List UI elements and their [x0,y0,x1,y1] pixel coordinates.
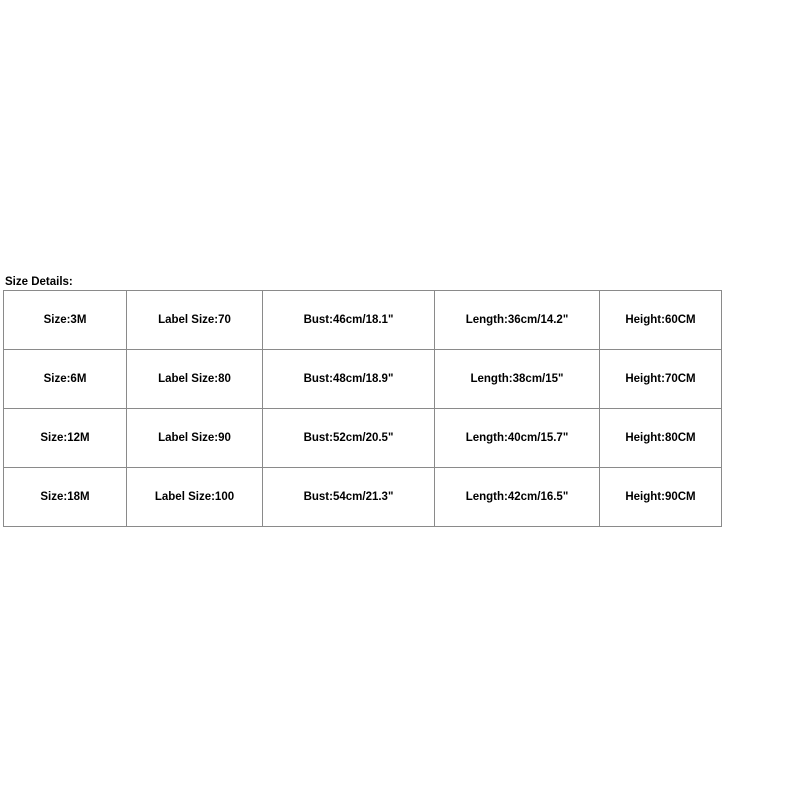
bust-cell: Bust:54cm/21.3" [263,468,435,527]
bust-cell: Bust:52cm/20.5" [263,409,435,468]
height-cell: Height:60CM [600,291,722,350]
size-details-heading: Size Details: [5,276,73,288]
table-row [4,350,722,409]
bust-cell: Bust:48cm/18.9" [263,350,435,409]
length-cell: Length:38cm/15" [435,350,600,409]
table-row [4,291,722,350]
label-size-cell: Label Size:90 [127,409,263,468]
label-size-cell: Label Size:80 [127,350,263,409]
length-cell: Length:36cm/14.2" [435,291,600,350]
label-size-cell: Label Size:100 [127,468,263,527]
table-row [4,468,722,527]
label-size-cell: Label Size:70 [127,291,263,350]
size-table [3,290,722,527]
bust-cell: Bust:46cm/18.1" [263,291,435,350]
size-cell: Size:6M [4,350,127,409]
height-cell: Height:70CM [600,350,722,409]
size-cell: Size:3M [4,291,127,350]
table-row [4,409,722,468]
size-cell: Size:12M [4,409,127,468]
height-cell: Height:90CM [600,468,722,527]
size-cell: Size:18M [4,468,127,527]
length-cell: Length:40cm/15.7" [435,409,600,468]
height-cell: Height:80CM [600,409,722,468]
length-cell: Length:42cm/16.5" [435,468,600,527]
